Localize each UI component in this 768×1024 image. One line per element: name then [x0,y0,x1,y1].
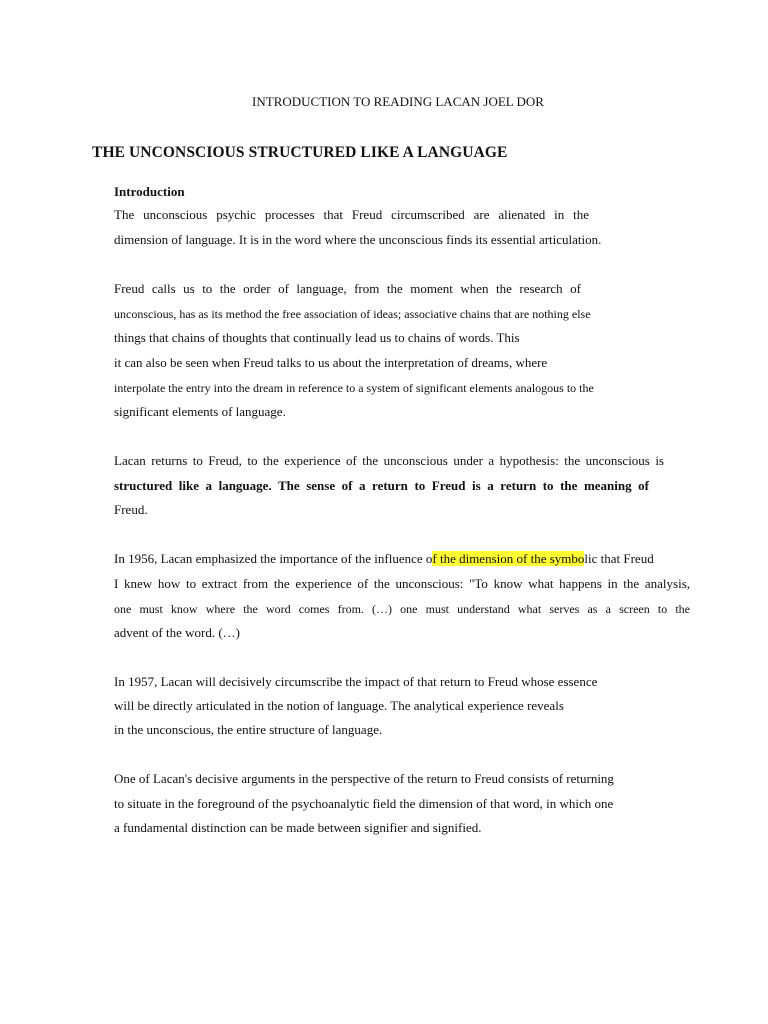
paragraph-3-line-3: Freud. [114,502,148,517]
paragraph-5-line-1: In 1957, Lacan will decisively circumscribe the impact of that return to Freud whose essence [114,674,598,689]
paragraph-4-line-3: one must know where the word comes from. (…) one must understand what serves as a screen to the [114,602,690,616]
paragraph-4-line-1 [114,551,654,567]
paragraph-4-line-2: I knew how to extract from the experience of the unconscious: "To know what happens in the analysis, [114,576,690,591]
paragraph-6-line-3: a fundamental distinction can be made between signifier and signified. [114,820,482,835]
paragraph-6-line-1: One of Lacan's decisive arguments in the perspective of the return to Freud consists of returning [114,771,614,786]
paragraph-4-line-4: advent of the word. (…) [114,625,240,640]
paragraph-2-line-5: interpolate the entry into the dream in reference to a system of significant elements analogous to the [114,381,594,395]
paragraph-5-line-3: in the unconscious, the entire structure of language. [114,722,383,737]
highlighted-text: f the dimension of the symbo [432,551,585,566]
paragraph-1-line-1: The unconscious psychic processes that Freud circumscribed are alienated in the [114,207,589,222]
document-title: INTRODUCTION TO READING LACAN JOEL DOR [252,94,544,109]
paragraph-2-line-6: significant elements of language. [114,404,286,419]
paragraph-2-line-3: things that chains of thoughts that continually lead us to chains of words. This [114,330,520,345]
paragraph-4-line-1-end: lic that Freud [584,551,654,566]
paragraph-2-line-2: unconscious, has as its method the free association of ideas; associative chains that are nothing else [114,307,591,321]
paragraph-3-line-1: Lacan returns to Freud, to the experience of the unconscious under a hypothesis: the unconscious is [114,453,664,468]
paragraph-3-line-2-bold: structured like a language. The sense of a return to Freud is a return to the meaning of [114,478,649,493]
paragraph-2-line-4: it can also be seen when Freud talks to us about the interpretation of dreams, where [114,355,548,370]
section-heading: THE UNCONSCIOUS STRUCTURED LIKE A LANGUAGE [92,144,508,161]
paragraph-6-line-2: to situate in the foreground of the psychoanalytic field the dimension of that word, in which one [114,796,614,811]
paragraph-1-line-2: dimension of language. It is in the word where the unconscious finds its essential articulation. [114,232,602,247]
subheading-introduction: Introduction [114,184,185,199]
paragraph-5-line-2: will be directly articulated in the notion of language. The analytical experience reveals [114,698,564,713]
paragraph-2-line-1: Freud calls us to the order of language, from the moment when the research of [114,281,581,296]
paragraph-4-line-1-start: In 1956, Lacan emphasized the importance of the influence o [114,551,433,566]
